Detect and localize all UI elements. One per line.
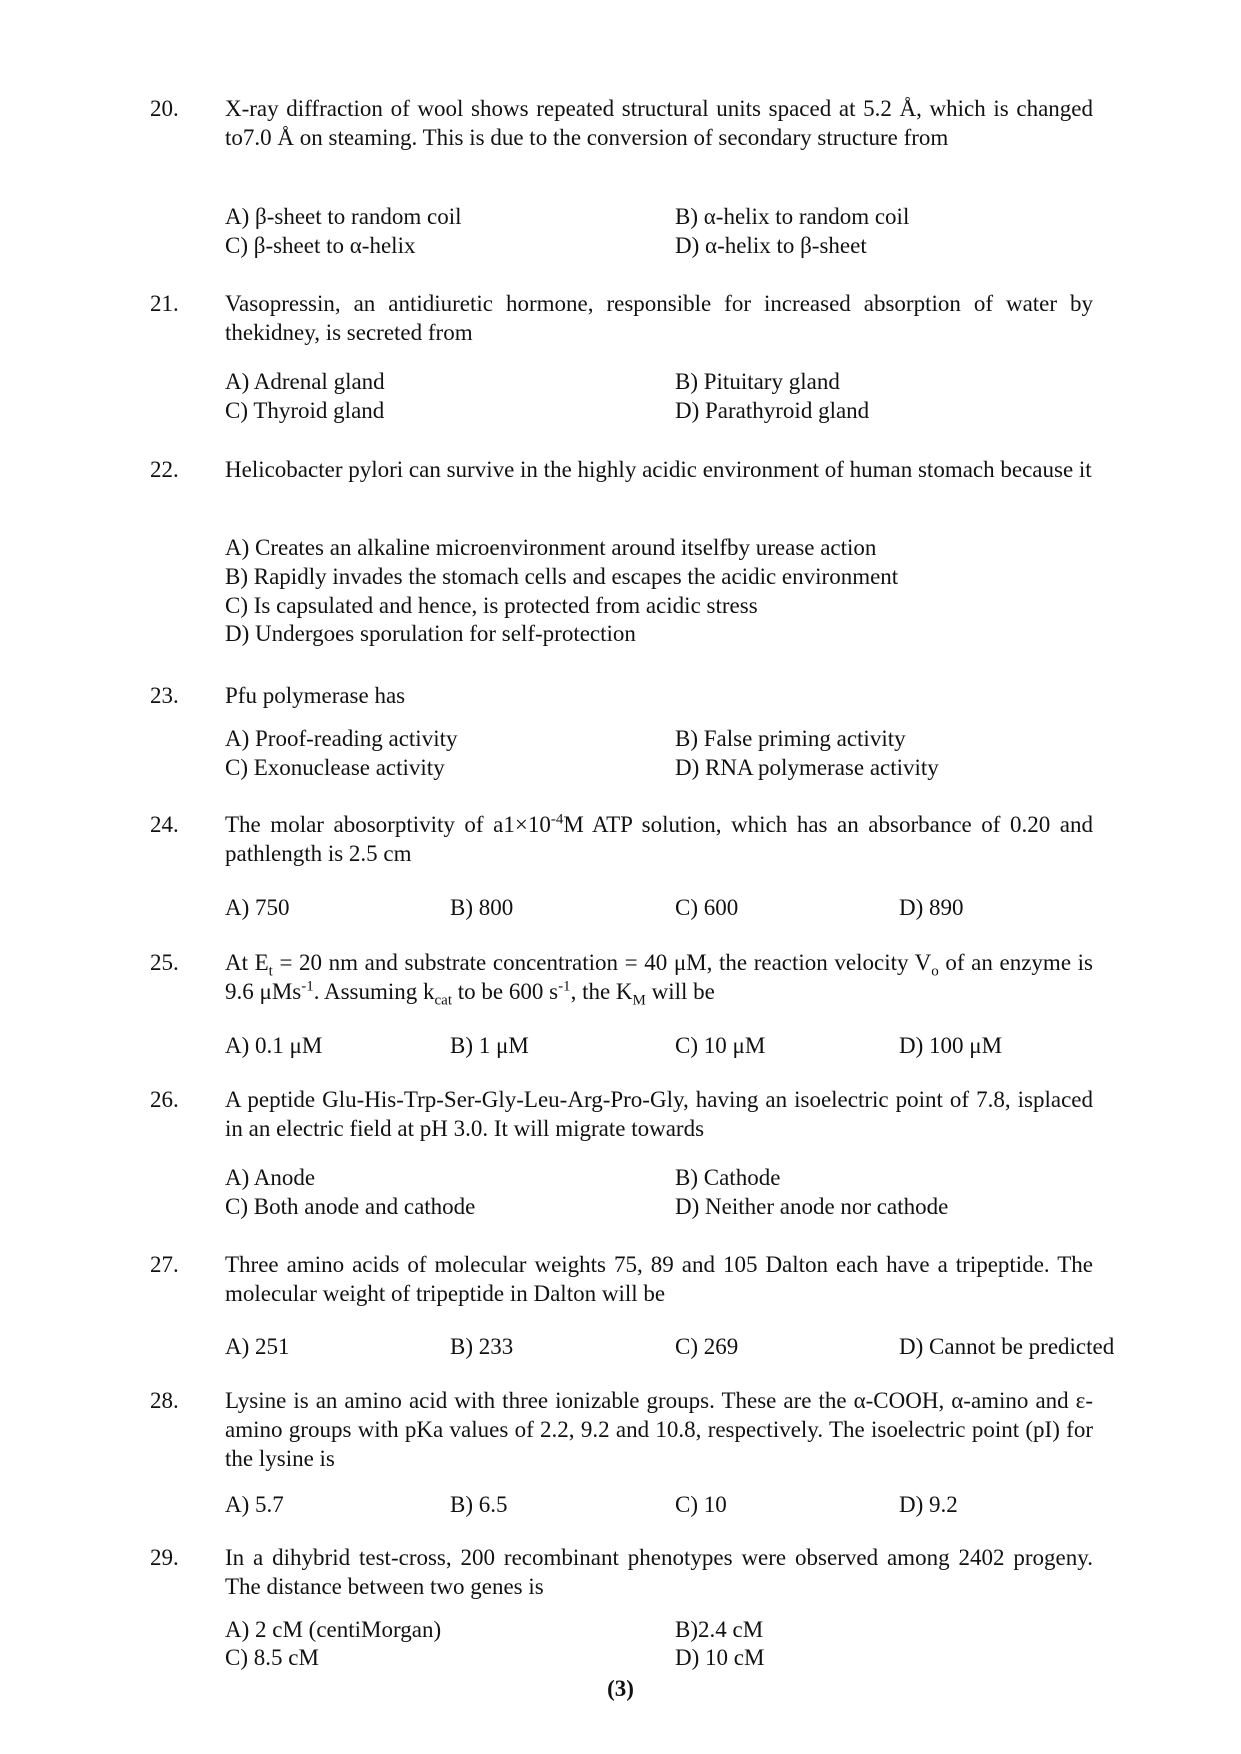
question-stem: A peptide Glu-His-Trp-Ser-Gly-Leu-Arg-Pro-Gly, having an isoelectric point of 7.8, isplaced in an electric field at pH 3.0. It will migrate towards bbox=[225, 1087, 1093, 1141]
question-number: 28. bbox=[150, 1388, 179, 1413]
question-stem: Lysine is an amino acid with three ionizable groups. These are the α-COOH, α-amino and ε-amino groups with pKa values of 2.2, 9.2 and 10.8, respectively. The isoelectric point (pI) for the lysine is bbox=[225, 1388, 1093, 1471]
question-number: 29. bbox=[150, 1545, 179, 1570]
option-c: C) 10 μM bbox=[675, 1033, 766, 1058]
option-d: D) Undergoes sporulation for self-protection bbox=[225, 621, 636, 646]
question-number: 21. bbox=[150, 291, 179, 316]
option-b: B) Pituitary gland bbox=[675, 369, 840, 394]
question-stem: In a dihybrid test-cross, 200 recombinant phenotypes were observed among 2402 progeny. The distance between two genes is bbox=[225, 1545, 1093, 1599]
page-number: (3) bbox=[607, 1676, 634, 1701]
option-a: A) 5.7 bbox=[225, 1492, 284, 1517]
option-d: D) Neither anode nor cathode bbox=[675, 1194, 949, 1219]
option-a: A) Creates an alkaline microenvironment around itselfby urease action bbox=[225, 535, 877, 560]
option-a: A) Anode bbox=[225, 1165, 316, 1190]
option-c: C) 8.5 cM bbox=[225, 1645, 319, 1670]
option-d: D) 9.2 bbox=[899, 1492, 958, 1517]
option-c: C) Exonuclease activity bbox=[225, 755, 445, 780]
question-stem: Helicobacter pylori can survive in the highly acidic environment of human stomach because it bbox=[225, 457, 1092, 482]
option-d: D) α-helix to β-sheet bbox=[675, 233, 867, 258]
option-d: D) 890 bbox=[899, 895, 964, 920]
option-d: D) RNA polymerase activity bbox=[675, 755, 939, 780]
option-d: D) 10 cM bbox=[675, 1645, 765, 1670]
option-d: D) Parathyroid gland bbox=[675, 398, 870, 423]
option-a: A) 0.1 μM bbox=[225, 1033, 323, 1058]
option-d: D) Cannot be predicted bbox=[899, 1334, 1115, 1359]
option-b: B) 233 bbox=[450, 1334, 514, 1359]
question-stem: Vasopressin, an antidiuretic hormone, responsible for increased absorption of water by thekidney, is secreted from bbox=[225, 291, 1093, 345]
question-number: 25. bbox=[150, 950, 179, 975]
option-b: B) 1 μM bbox=[450, 1033, 529, 1058]
option-b: B)2.4 cM bbox=[675, 1617, 764, 1642]
option-b: B) α-helix to random coil bbox=[675, 204, 910, 229]
option-b: B) False priming activity bbox=[675, 726, 906, 751]
option-c: C) 600 bbox=[675, 895, 739, 920]
option-b: B) 6.5 bbox=[450, 1492, 508, 1517]
question-number: 27. bbox=[150, 1252, 179, 1277]
question-number: 26. bbox=[150, 1087, 179, 1112]
option-c: C) Both anode and cathode bbox=[225, 1194, 476, 1219]
option-c: C) β-sheet to α-helix bbox=[225, 233, 416, 258]
option-c: C) 269 bbox=[675, 1334, 739, 1359]
question-number: 23. bbox=[150, 683, 179, 708]
option-a: A) Proof-reading activity bbox=[225, 726, 458, 751]
question-stem: The molar abosorptivity of $a1\times 10^{-4}M$ ATP solution, which has an absorbance of 0.20 and pathlength is 2.5 cm bbox=[225, 811, 1093, 866]
question-stem: Three amino acids of molecular weights 75, 89 and 105 Dalton each have a tripeptide. The molecular weight of tripeptide in Dalton will be bbox=[225, 1252, 1093, 1306]
question-number: 20. bbox=[150, 96, 179, 121]
option-c: C) Thyroid gland bbox=[225, 398, 385, 423]
option-c: C) 10 bbox=[675, 1492, 727, 1517]
option-c: C) Is capsulated and hence, is protected from acidic stress bbox=[225, 593, 758, 618]
option-b: B) Rapidly invades the stomach cells and escapes the acidic environment bbox=[225, 564, 899, 589]
option-a: A) 2 cM (centiMorgan) bbox=[225, 1617, 442, 1642]
option-a: A) Adrenal gland bbox=[225, 369, 385, 394]
option-a: A) 251 bbox=[225, 1334, 290, 1359]
question-stem: At $E_t = 20$ nm and substrate concentration = 40 μM, the reaction velocity $V_o$ of an enzyme is 9.6 μMs$^{-1}$. Assuming $k_{cat}$ to be 600 $s^{-1}$, the $K_M$ will be bbox=[225, 950, 1093, 1009]
option-d: D) 100 μM bbox=[899, 1033, 1003, 1058]
question-stem: X-ray diffraction of wool shows repeated structural units spaced at 5.2 Å, which is changed to7.0 Å on steaming. This is due to the conversion of secondary structure from bbox=[225, 96, 1093, 150]
option-b: B) 800 bbox=[450, 895, 514, 920]
question-number: 22. bbox=[150, 457, 179, 482]
question-number: 24. bbox=[150, 812, 179, 837]
question-stem: Pfu polymerase has bbox=[225, 683, 406, 708]
option-b: B) Cathode bbox=[675, 1165, 781, 1190]
option-a: A) 750 bbox=[225, 895, 290, 920]
option-a: A) β-sheet to random coil bbox=[225, 204, 462, 229]
